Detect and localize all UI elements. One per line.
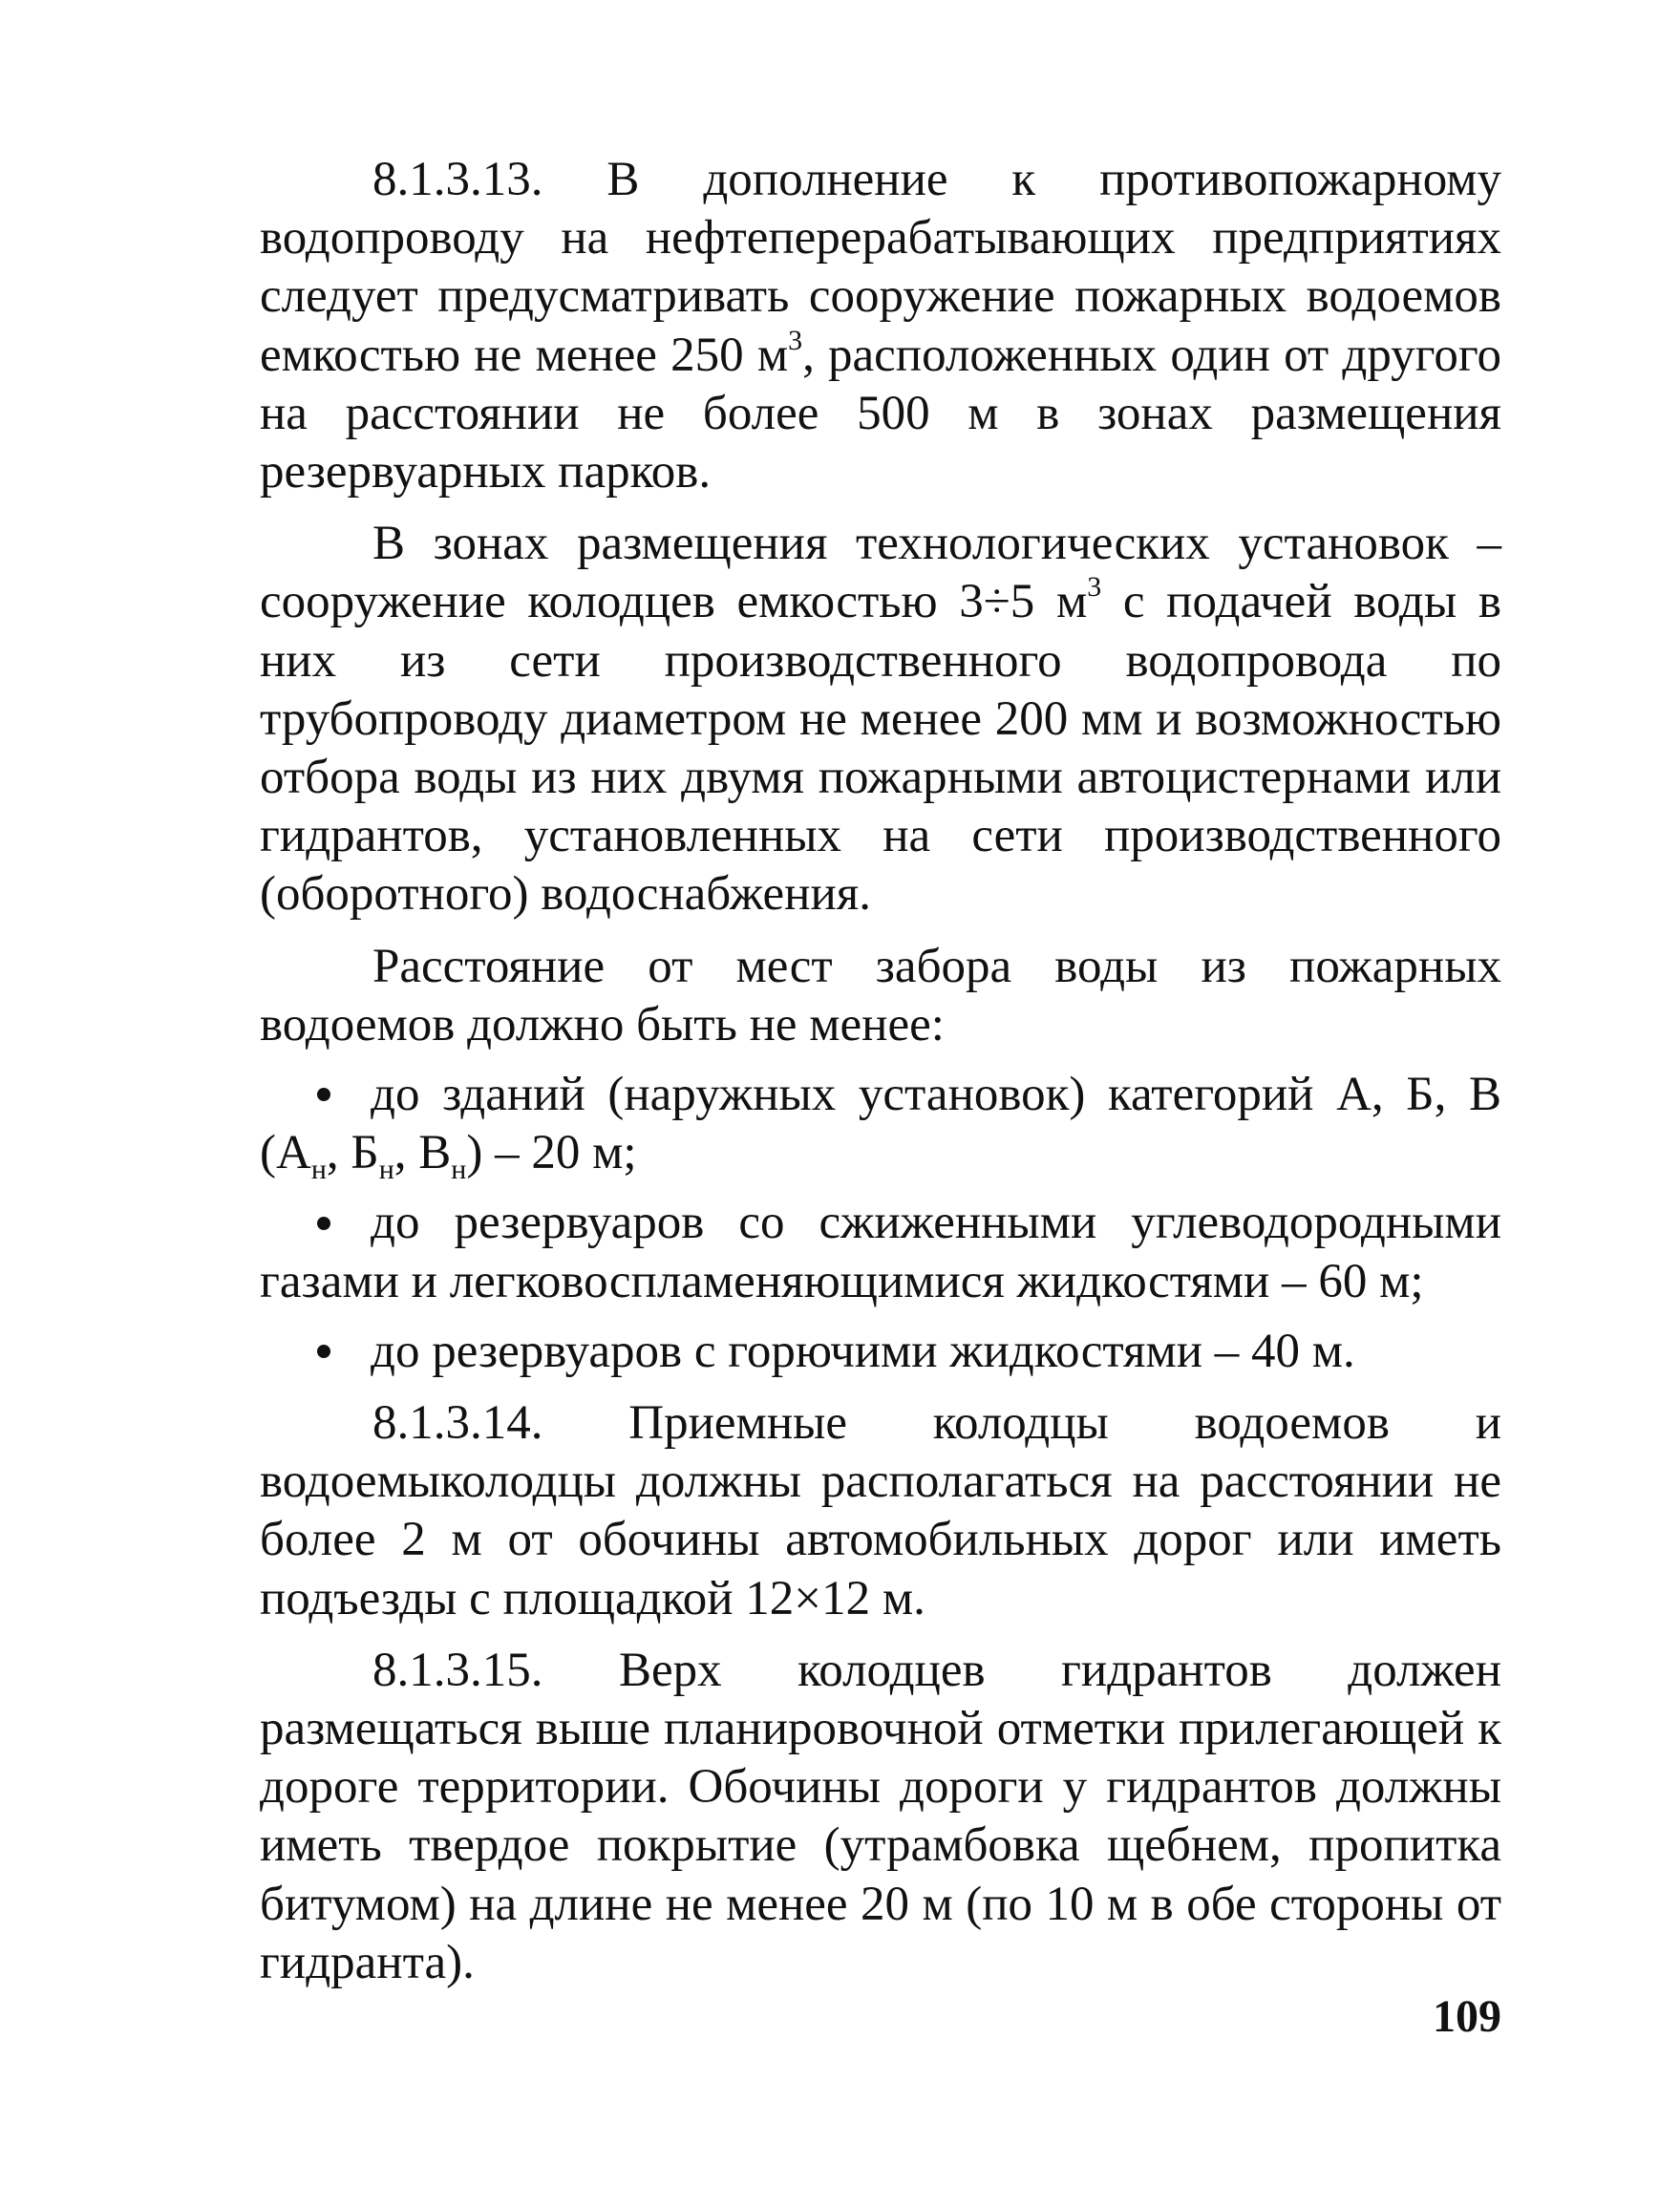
page-number: 109 <box>1433 1991 1501 2042</box>
paragraph-8-1-3-14: 8.1.3.14. Приемные колодцы водоемов и водоемыколодцы должны располагаться на расстоянии не более 2 м от обочины автомобильных дорог или иметь подъезды с площадкой 12×12 м. <box>260 1396 1501 1625</box>
paragraph-distance-intro: Расстояние от мест забора воды из пожарных водоемов должно быть не менее: <box>260 939 1501 1051</box>
paragraph-technological-zones: В зонах размещения технологических установок – сооружение колодцев емкостью 3÷5 $м^3$ с подачей воды в них из сети производственного водопровода по трубопроводу диаметром не менее 200 мм и возможностью отбора воды из них двумя пожарными автоцистернами или гидрантов, установленных на сети производственного (оборотного) водоснабжения. <box>260 517 1501 922</box>
list-item: до резервуаров с горючими жидкостями – 40 м. <box>260 1323 1501 1381</box>
bullet-icon <box>317 1194 371 1252</box>
paragraph-8-1-3-15: 8.1.3.15. Верх колодцев гидрантов должен размещаться выше планировочной отметки прилегающей к дороге территории. Обочины дороги у гидрантов должны иметь твердое покрытие (утрамбовка щебнем, пропитка битумом) на длине не менее 20 м (по 10 м в обе стороны от гидранта). <box>260 1643 1501 1989</box>
superscript: 3 <box>788 324 803 356</box>
page-body <box>260 151 1501 1992</box>
paragraph-8-1-3-13: 8.1.3.13. В дополнение к противопожарному водопроводу на нефтеперерабатывающих предприятиях следует предусматривать сооружение пожарных водоемов емкостью не менее 250 $м^3$, расположенных один от другого на расстоянии не более 500 м в зонах размещения резервуарных парков. <box>260 153 1501 499</box>
bullet-icon <box>317 1323 371 1381</box>
list-item: до резервуаров со сжиженными углеводородными газами и легковоспламеняющимися жидкостями – 60 м; <box>260 1196 1501 1308</box>
bullet-icon <box>317 1066 371 1124</box>
superscript: 3 <box>1087 571 1102 604</box>
list-item: до зданий (наружных установок) категорий А, Б, В ($А_н$, $Б_н$, $В_н) - 20$ м; <box>260 1068 1501 1186</box>
